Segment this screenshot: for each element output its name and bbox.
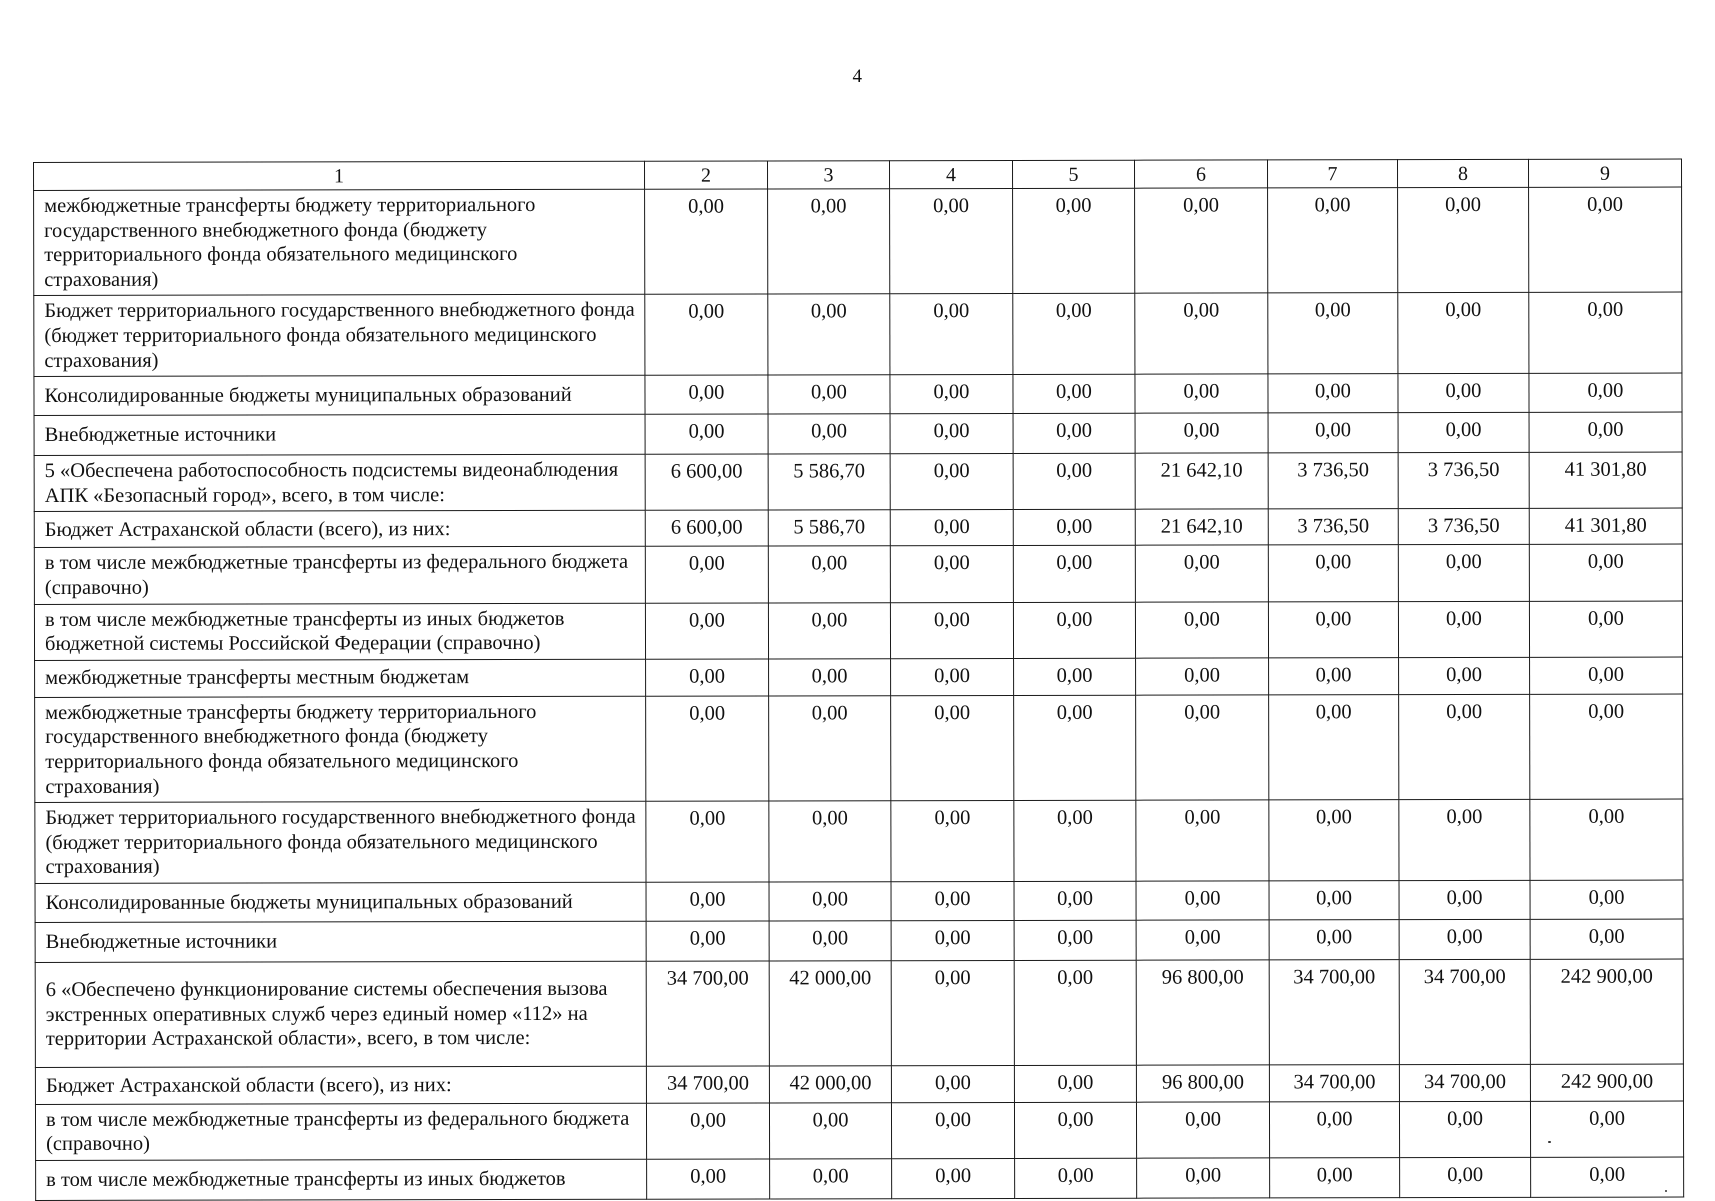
column-header: 4: [889, 160, 1012, 188]
value-cell: 0,00: [1014, 695, 1136, 801]
value-cell: 0,00: [891, 1065, 1014, 1102]
value-cell: 0,00: [1013, 413, 1135, 453]
value-cell: 0,00: [1269, 694, 1399, 800]
budget-table: [33, 159, 1684, 1201]
page-number: 4: [852, 66, 863, 87]
value-cell: 0,00: [1270, 1158, 1400, 1198]
value-cell: 0,00: [890, 510, 1013, 546]
row-label: в том числе межбюджетные трансферты из иных бюджетов: [36, 1159, 647, 1200]
value-cell: 0,00: [1135, 293, 1268, 374]
table-row: [34, 601, 1682, 661]
value-cell: 0,00: [892, 1159, 1015, 1199]
value-cell: 0,00: [1529, 292, 1682, 373]
value-cell: 0,00: [1529, 412, 1682, 452]
value-cell: 0,00: [1398, 187, 1529, 293]
table-row: [35, 880, 1683, 922]
row-label: Внебюджетные источники: [35, 921, 646, 962]
value-cell: 0,00: [768, 294, 890, 375]
value-cell: 0,00: [769, 1103, 891, 1159]
value-cell: 34 700,00: [1269, 960, 1399, 1065]
value-cell: 0,00: [1014, 920, 1136, 960]
table-row: [34, 412, 1682, 455]
value-cell: 21 642,10: [1135, 509, 1268, 545]
value-cell: 0,00: [891, 881, 1014, 920]
value-cell: 0,00: [645, 546, 768, 602]
value-cell: 34 700,00: [1399, 1064, 1530, 1101]
value-cell: 21 642,10: [1135, 453, 1268, 509]
value-cell: 96 800,00: [1136, 1065, 1269, 1102]
value-cell: 0,00: [1269, 1102, 1399, 1158]
value-cell: 0,00: [769, 801, 891, 882]
table-row: [34, 508, 1682, 547]
value-cell: 0,00: [891, 960, 1014, 1065]
column-header: 6: [1134, 160, 1267, 188]
value-cell: 0,00: [890, 602, 1013, 658]
value-cell: 0,00: [1268, 293, 1398, 374]
value-cell: 0,00: [1013, 294, 1135, 375]
value-cell: 0,00: [645, 414, 768, 454]
row-label: межбюджетные трансферты местным бюджетам: [35, 659, 646, 697]
scan-speck: [1548, 1141, 1551, 1143]
row-label: в том числе межбюджетные трансферты из федерального бюджета (справочно): [35, 1103, 646, 1160]
value-cell: 0,00: [1015, 1158, 1137, 1198]
table-row: [35, 657, 1683, 697]
value-cell: 0,00: [1268, 188, 1398, 294]
value-cell: 242 900,00: [1530, 959, 1683, 1064]
column-header: 9: [1528, 159, 1681, 187]
value-cell: 0,00: [890, 454, 1013, 510]
table-row: [35, 694, 1683, 803]
row-label: Внебюджетные источники: [34, 414, 645, 455]
row-label: межбюджетные трансферты бюджету территориального государственного внебюджетного фонда (бюджету территориального фонда обязательного медицинского страхования): [34, 189, 645, 296]
value-cell: 3 736,50: [1268, 509, 1398, 545]
value-cell: 0,00: [645, 189, 768, 295]
value-cell: 34 700,00: [1269, 1065, 1399, 1102]
column-header: 5: [1012, 160, 1134, 188]
row-label: межбюджетные трансферты бюджету территориального государственного внебюджетного фонда (бюджету территориального фонда обязательного медицинского страхования): [35, 696, 646, 803]
value-cell: 0,00: [891, 695, 1014, 801]
row-label: Консолидированные бюджеты муниципальных образований: [34, 375, 645, 415]
column-header: 2: [644, 161, 767, 189]
value-cell: 0,00: [1136, 658, 1269, 695]
table-row: [35, 1101, 1683, 1161]
value-cell: 0,00: [646, 882, 769, 921]
value-cell: 0,00: [1135, 545, 1268, 601]
row-label: 6 «Обеспечено функционирование системы обеспечения вызова экстренных оперативных служб через единый номер «112» на территории Астраханской области», всего, в том числе:: [35, 961, 646, 1067]
value-cell: 0,00: [1531, 1157, 1684, 1197]
table-row: [36, 1157, 1684, 1200]
table-body: [34, 187, 1684, 1201]
value-cell: 0,00: [1399, 799, 1530, 880]
value-cell: 0,00: [1137, 1158, 1270, 1198]
value-cell: 0,00: [1135, 188, 1268, 294]
value-cell: 0,00: [769, 882, 891, 921]
row-label: в том числе межбюджетные трансферты из иных бюджетов бюджетной системы Российской Федерации (справочно): [34, 603, 645, 660]
table-row: [35, 1064, 1683, 1104]
value-cell: 0,00: [1013, 510, 1135, 546]
value-cell: 0,00: [768, 375, 890, 414]
table-row: [34, 544, 1682, 604]
value-cell: 0,00: [1268, 374, 1398, 413]
value-cell: 0,00: [1398, 601, 1529, 657]
value-cell: 6 600,00: [645, 454, 768, 510]
value-cell: 0,00: [1268, 601, 1398, 657]
value-cell: 0,00: [1399, 694, 1530, 800]
value-cell: 0,00: [1399, 919, 1530, 959]
row-label: Бюджет территориального государственного внебюджетного фонда (бюджет территориального фонда обязательного медицинского страхования): [35, 801, 646, 883]
table-row: [34, 187, 1682, 296]
value-cell: 0,00: [1398, 374, 1529, 413]
value-cell: 0,00: [768, 546, 890, 602]
value-cell: 0,00: [1529, 601, 1682, 658]
value-cell: 0,00: [891, 920, 1014, 960]
column-header: 3: [767, 161, 889, 189]
value-cell: 0,00: [1269, 881, 1399, 920]
value-cell: 0,00: [769, 658, 891, 695]
value-cell: 96 800,00: [1136, 960, 1269, 1065]
value-cell: 0,00: [1136, 881, 1269, 920]
value-cell: 0,00: [890, 414, 1013, 454]
value-cell: 0,00: [1136, 800, 1269, 881]
table-row: [35, 919, 1683, 962]
value-cell: 0,00: [1530, 919, 1683, 959]
value-cell: 0,00: [1398, 293, 1529, 374]
value-cell: 0,00: [769, 695, 891, 801]
row-label: Консолидированные бюджеты муниципальных образований: [35, 882, 646, 922]
value-cell: 42 000,00: [769, 961, 891, 1066]
column-header: 1: [34, 161, 645, 190]
value-cell: 0,00: [646, 1103, 769, 1159]
value-cell: 0,00: [1529, 544, 1682, 601]
value-cell: 0,00: [645, 294, 768, 375]
value-cell: 0,00: [1529, 373, 1682, 412]
column-number-row: [34, 159, 1682, 190]
table-row: [34, 292, 1682, 376]
value-cell: 0,00: [645, 375, 768, 414]
value-cell: 0,00: [1530, 880, 1683, 919]
value-cell: 0,00: [1398, 413, 1529, 453]
scan-speck: [1665, 1190, 1667, 1192]
value-cell: 0,00: [646, 659, 769, 696]
value-cell: 0,00: [1014, 881, 1136, 920]
value-cell: 0,00: [769, 921, 891, 961]
value-cell: 0,00: [1135, 374, 1268, 413]
value-cell: 0,00: [1530, 694, 1683, 800]
value-cell: 0,00: [1399, 1101, 1530, 1157]
value-cell: 0,00: [890, 188, 1013, 294]
value-cell: 34 700,00: [646, 1066, 769, 1103]
value-cell: 0,00: [1013, 602, 1135, 658]
value-cell: 0,00: [891, 801, 1014, 882]
value-cell: 34 700,00: [646, 961, 769, 1066]
value-cell: 34 700,00: [1399, 959, 1530, 1064]
row-label: Бюджет Астраханской области (всего), из них:: [35, 1066, 646, 1104]
row-label: Бюджет территориального государственного внебюджетного фонда (бюджет территориального фонда обязательного медицинского страхования): [34, 295, 645, 377]
value-cell: 0,00: [1269, 800, 1399, 881]
table-row: [35, 959, 1683, 1067]
value-cell: 0,00: [1013, 188, 1135, 294]
value-cell: 0,00: [1013, 453, 1135, 509]
value-cell: 0,00: [1136, 695, 1269, 801]
value-cell: 0,00: [768, 189, 890, 295]
value-cell: 3 736,50: [1398, 453, 1529, 509]
table-row: [34, 452, 1682, 512]
value-cell: 0,00: [890, 375, 1013, 414]
value-cell: 0,00: [890, 546, 1013, 602]
value-cell: 0,00: [1269, 657, 1399, 694]
value-cell: 0,00: [1399, 880, 1530, 919]
value-cell: 0,00: [1136, 920, 1269, 960]
value-cell: 0,00: [1135, 413, 1268, 453]
row-label: Бюджет Астраханской области (всего), из них:: [34, 511, 645, 548]
value-cell: 0,00: [647, 1159, 770, 1199]
value-cell: 5 586,70: [768, 454, 890, 510]
value-cell: 242 900,00: [1530, 1064, 1683, 1101]
value-cell: 0,00: [1014, 658, 1136, 695]
value-cell: 0,00: [1400, 1157, 1531, 1197]
value-cell: 0,00: [1014, 800, 1136, 881]
value-cell: 0,00: [1268, 545, 1398, 601]
value-cell: 0,00: [770, 1159, 892, 1199]
column-header: 7: [1267, 160, 1397, 188]
value-cell: 3 736,50: [1398, 509, 1529, 545]
value-cell: 0,00: [890, 294, 1013, 375]
value-cell: 0,00: [1136, 1102, 1269, 1158]
value-cell: 0,00: [646, 801, 769, 882]
value-cell: 0,00: [645, 602, 768, 658]
value-cell: 0,00: [768, 602, 890, 658]
value-cell: 0,00: [1013, 546, 1135, 602]
value-cell: 41 301,80: [1529, 508, 1682, 544]
value-cell: 0,00: [1399, 657, 1530, 694]
value-cell: 41 301,80: [1529, 452, 1682, 509]
value-cell: 0,00: [646, 696, 769, 802]
value-cell: 0,00: [891, 1102, 1014, 1158]
value-cell: 5 586,70: [768, 510, 890, 546]
value-cell: 0,00: [1530, 1101, 1683, 1158]
value-cell: 0,00: [1268, 413, 1398, 453]
value-cell: 0,00: [1014, 1102, 1136, 1158]
value-cell: 6 600,00: [645, 510, 768, 546]
value-cell: 0,00: [1269, 920, 1399, 960]
row-label: 5 «Обеспечена работоспособность подсистемы видеонаблюдения АПК «Безопасный город», всего, в том числе:: [34, 454, 645, 511]
value-cell: 42 000,00: [769, 1066, 891, 1103]
value-cell: 0,00: [1398, 545, 1529, 601]
budget-table-container: [33, 159, 1683, 1201]
value-cell: 0,00: [1014, 1065, 1136, 1102]
column-header: 8: [1397, 159, 1528, 187]
value-cell: 0,00: [1135, 601, 1268, 657]
value-cell: 0,00: [1014, 960, 1136, 1065]
value-cell: 0,00: [1530, 799, 1683, 880]
value-cell: 0,00: [1013, 374, 1135, 413]
value-cell: 0,00: [1530, 657, 1683, 694]
value-cell: 0,00: [646, 921, 769, 961]
table-row: [34, 373, 1682, 415]
table-row: [35, 799, 1683, 883]
row-label: в том числе межбюджетные трансферты из федерального бюджета (справочно): [34, 547, 645, 604]
value-cell: 3 736,50: [1268, 453, 1398, 509]
value-cell: 0,00: [1529, 187, 1682, 293]
value-cell: 0,00: [891, 658, 1014, 695]
value-cell: 0,00: [768, 414, 890, 454]
